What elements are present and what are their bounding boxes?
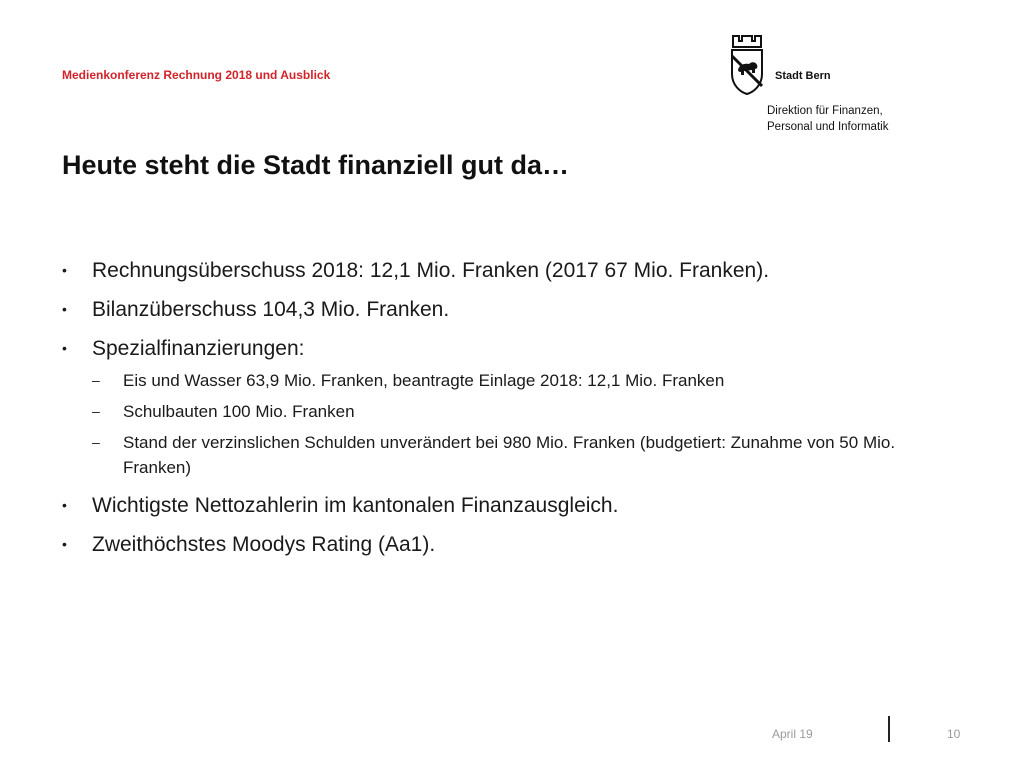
- org-name: Stadt Bern: [775, 70, 831, 82]
- bullet-item: [62, 294, 952, 325]
- bullet-text: Spezialfinanzierungen:: [92, 337, 305, 360]
- bullet-item: [62, 333, 952, 364]
- bullet-item: [62, 490, 952, 521]
- slide-title: Heute steht die Stadt finanziell gut da…: [62, 150, 570, 180]
- bullet-mark: •: [62, 262, 67, 278]
- bullet-text: Wichtigste Nettozahlerin im kantonalen Finanzausgleich.: [92, 494, 619, 517]
- bullet-item: [62, 529, 952, 560]
- department: [767, 103, 888, 135]
- sub-bullet-mark: –: [92, 403, 100, 419]
- bullet-mark: •: [62, 340, 67, 356]
- sub-bullet-item: [62, 399, 952, 424]
- department-line: Personal und Informatik: [767, 121, 889, 133]
- footer-divider: [888, 716, 890, 742]
- page-number: 10: [947, 727, 961, 741]
- bullet-text: Zweithöchstes Moodys Rating (Aa1).: [92, 533, 436, 556]
- sub-bullet-text: Schulbauten 100 Mio. Franken: [123, 402, 355, 421]
- footer-date: April 19: [772, 727, 813, 741]
- sub-bullet-item: [62, 368, 952, 393]
- sub-bullet-text: Stand der verzinslichen Schulden unverändert bei 980 Mio. Franken (budgetiert: Zunahme von 50 Mio. Franken): [123, 433, 896, 477]
- sub-bullet-text: Eis und Wasser 63,9 Mio. Franken, beantragte Einlage 2018: 12,1 Mio. Franken: [123, 371, 725, 390]
- department-line: Direktion für Finanzen,: [767, 105, 883, 117]
- sub-bullet-item: [62, 430, 952, 480]
- bullet-mark: •: [62, 536, 67, 552]
- bullet-mark: •: [62, 301, 67, 317]
- bullet-list: [62, 255, 952, 568]
- bullet-mark: •: [62, 497, 67, 513]
- sub-bullet-mark: –: [92, 434, 100, 450]
- bullet-item: [62, 255, 952, 286]
- bern-coat-of-arms-icon: [730, 34, 764, 96]
- bullet-text: Bilanzüberschuss 104,3 Mio. Franken.: [92, 298, 450, 321]
- sub-bullet-mark: –: [92, 372, 100, 388]
- bullet-text: Rechnungsüberschuss 2018: 12,1 Mio. Franken (2017 67 Mio. Franken).: [92, 259, 770, 282]
- conference-title: Medienkonferenz Rechnung 2018 und Ausblick: [62, 68, 331, 82]
